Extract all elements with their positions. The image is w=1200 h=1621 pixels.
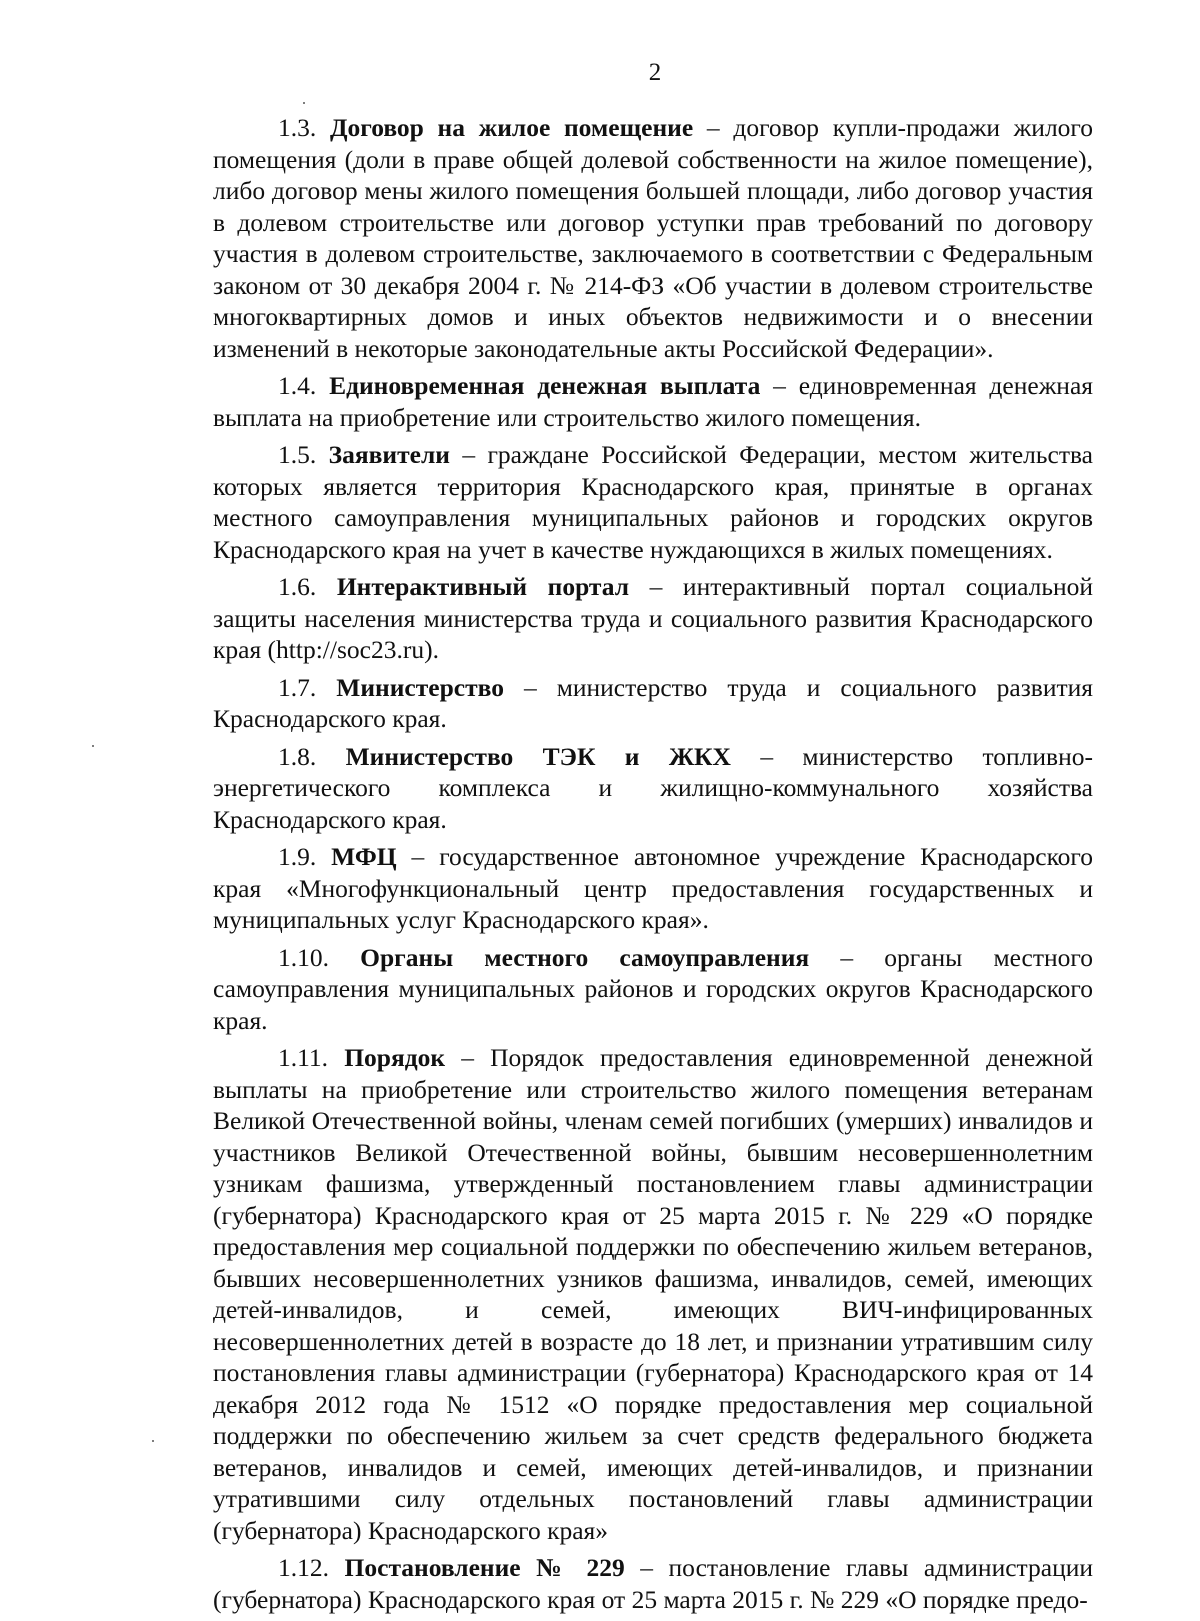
definition-paragraph [213, 741, 1093, 836]
defined-term: Договор на жилое помещение [329, 113, 694, 142]
clause-number: 1.4. [278, 371, 317, 400]
clause-number: 1.11. [278, 1043, 329, 1072]
clause-number: 1.8. [278, 741, 317, 771]
definition-text: – интерактивный портал социальной защиты населения министерства труда и социального развития Краснодарского края (http://soc23.ru). [213, 572, 1094, 664]
definition-text: – министерство труда и социального развития Краснодарского края. [213, 672, 1093, 733]
definition-paragraph [213, 571, 1093, 666]
scan-speck [303, 102, 305, 104]
clause-number: 1.10. [278, 942, 329, 972]
defined-term: МФЦ [331, 842, 397, 871]
definition-paragraph [213, 1552, 1093, 1615]
defined-term: Министерство ТЭК и ЖКХ [345, 741, 731, 771]
definition-text: – единовременная денежная выплата на приобретение или строительство жилого помещения. [213, 371, 1094, 432]
definition-text: – договор купли-продажи жилого помещения (доли в праве общей долевой собственности на жилое помещение), либо договор мены жилого помещения большей площади, либо договор участия в долевом строительстве или договор уступки прав требований по договору участия в долевом строительстве, заключаемого в соответствии с Федеральным законом от 30 декабря 2004 г. № 214-ФЗ «Об участии в долевом строительстве многоквартирных домов и иных объектов недвижимости и о внесении изменений в некоторые законодательные акты Российской Федерации». [213, 113, 1093, 363]
clause-number: 1.3. [278, 113, 317, 142]
definition-text: – министерство топливно-энергетического комплекса и жилищно-коммунального хозяйства Краснодарского края. [213, 741, 1093, 834]
defined-term: Интерактивный портал [336, 572, 630, 601]
definition-paragraph [213, 841, 1093, 936]
clause-number: 1.7. [278, 672, 317, 702]
scan-speck [152, 1440, 154, 1442]
defined-term: Министерство [336, 672, 504, 702]
definition-text: – государственное автономное учреждение Краснодарского края «Многофункциональный центр предоставления государственных и муниципальных услуг Краснодарского края». [213, 842, 1094, 934]
definition-text: – граждане Российской Федерации, местом жительства которых является территория Краснодарского края, принятые в органах местного самоуправления муниципальных районов и городских округов Краснодарского края на учет в качестве нуждающихся в жилых помещениях. [213, 440, 1093, 564]
defined-term: Постановление № 229 [344, 1553, 625, 1582]
page-number: 2 [648, 59, 662, 86]
scan-speck [92, 745, 94, 747]
definition-text: – Порядок предоставления единовременной денежной выплаты на приобретение или строительство жилого помещения ветеранам Великой Отечественной войны, членам семей погибших (умерших) инвалидов и участников Великой Отечественной войны, бывшим несовершеннолетним узникам фашизма, утвержденный постановлением главы администрации (губернатора) Краснодарского края от 25 марта 2015 г. № 229 «О порядке предоставления мер социальной поддержки по обеспечению жильем ветеранов, бывших несовершеннолетних узников фашизма, инвалидов, семей, имеющих детей-инвалидов, и семей, имеющих ВИЧ-инфицированных несовершеннолетних детей в возрасте до 18 лет, и признании утратившим силу постановления главы администрации (губернатора) Краснодарского края от 14 декабря 2012 года № 1512 «О порядке предоставления мер социальной поддержки по обеспечению жильем за счет средств федерального бюджета ветеранов, инвалидов и семей, имеющих детей-инвалидов, и признании утратившими силу отдельных постановлений главы администрации (губернатора) Краснодарского края» [213, 1043, 1093, 1545]
definition-paragraph [213, 439, 1093, 565]
defined-term: Порядок [344, 1043, 446, 1072]
definition-text: – постановление главы администрации (губернатора) Краснодарского края от 25 марта 2015 г. № 229 «О порядке предо- [213, 1553, 1094, 1614]
definition-paragraph [213, 942, 1093, 1037]
clause-number: 1.9. [278, 842, 317, 871]
definition-paragraph [213, 1042, 1093, 1546]
definition-text: – органы местного самоуправления муниципальных районов и городских округов Краснодарского края. [213, 942, 1093, 1035]
clause-number: 1.6. [278, 572, 317, 601]
definition-paragraph [213, 672, 1093, 735]
definition-paragraph [213, 370, 1093, 433]
defined-term: Заявители [328, 440, 450, 469]
clause-number: 1.12. [278, 1553, 329, 1582]
document-body [213, 112, 1093, 1621]
defined-term: Единовременная денежная выплата [329, 371, 761, 400]
defined-term: Органы местного самоуправления [360, 942, 810, 972]
definition-paragraph [213, 112, 1093, 364]
clause-number: 1.5. [278, 440, 317, 469]
